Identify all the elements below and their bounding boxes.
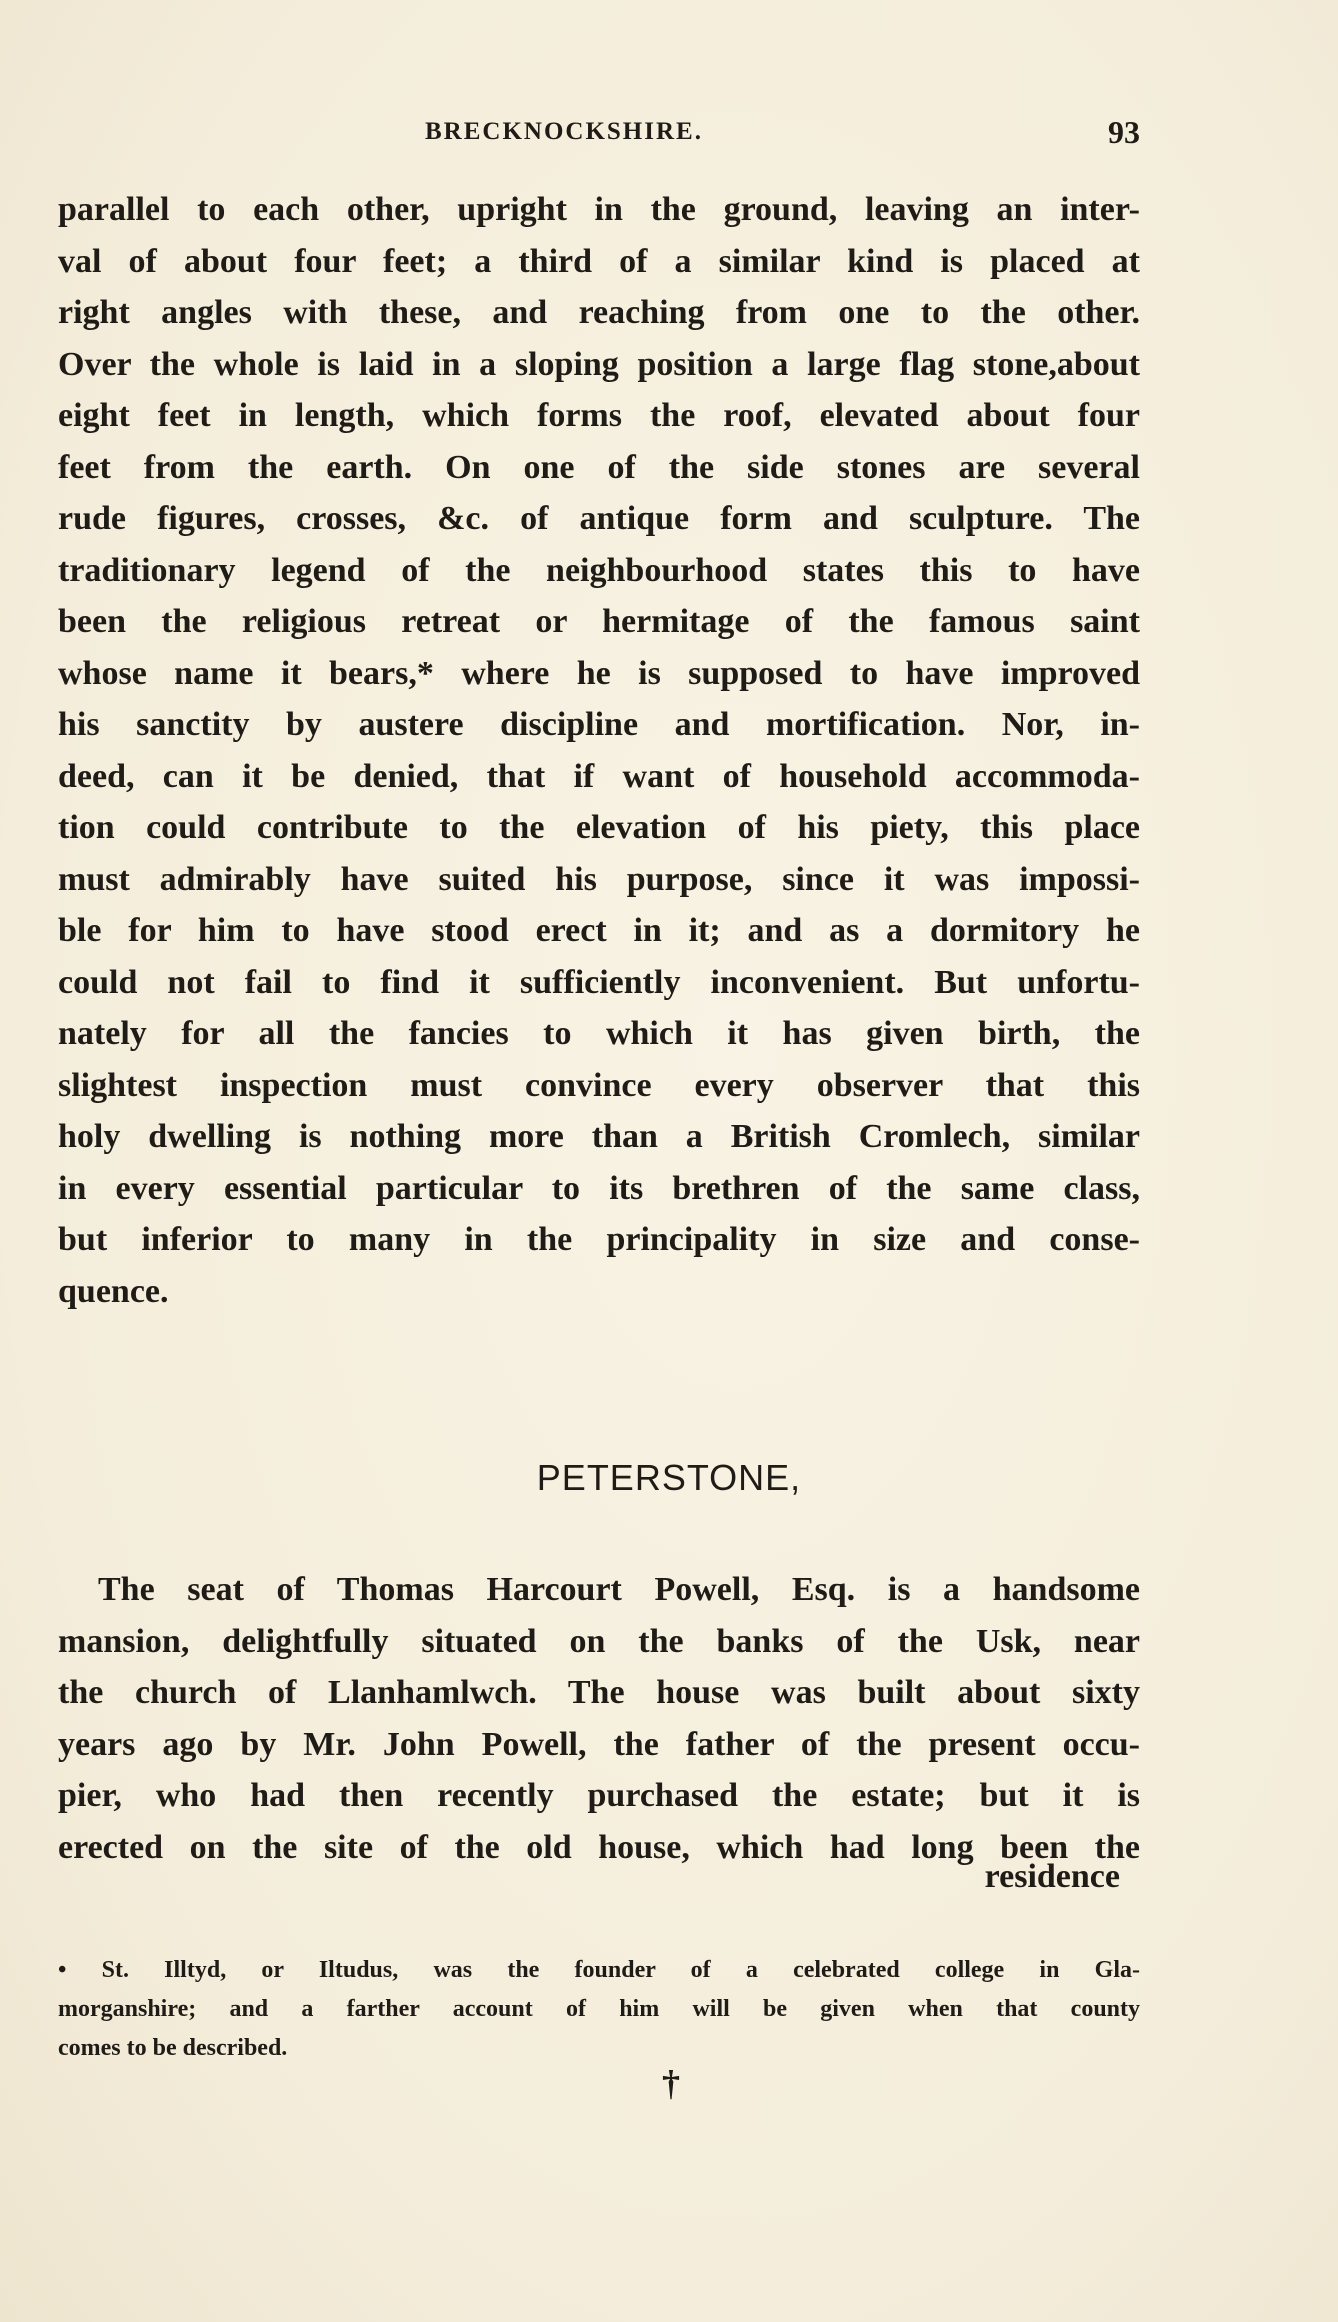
- footnote-line: • St. Illtyd, or Iltudus, was the founder of a celebrated college in Gla-: [58, 1957, 1140, 1983]
- text-line: been the religious retreat or hermitage of the famous saint: [58, 603, 1140, 640]
- text-line: in every essential particular to its brethren of the same class,: [58, 1169, 1140, 1207]
- page-number: 93: [1108, 114, 1140, 150]
- text-line: Over the whole is laid in a sloping position a large flag stone,about: [58, 345, 1140, 383]
- text-line: but inferior to many in the principality in size and conse-: [58, 1221, 1140, 1258]
- text-line: feet from the earth. On one of the side stones are several: [58, 448, 1140, 486]
- text-line: whose name it bears,* where he is supposed to have improved: [58, 654, 1140, 692]
- text-line: must admirably have suited his purpose, since it was impossi-: [58, 860, 1140, 898]
- text-line: years ago by Mr. John Powell, the father of the present occu-: [58, 1725, 1140, 1763]
- catchword: residence: [984, 1858, 1120, 1895]
- text-line: right angles with these, and reaching from one to the other.: [58, 294, 1140, 331]
- text-line: eight feet in length, which forms the roof, elevated about four: [58, 397, 1140, 434]
- text-line: nately for all the fancies to which it has given birth, the: [58, 1015, 1140, 1052]
- section-heading: PETERSTONE,: [536, 1457, 802, 1498]
- text-line: ble for him to have stood erect in it; and as a dormitory he: [58, 912, 1140, 949]
- paragraph-cromlech: [58, 184, 1140, 1317]
- text-line: slightest inspection must convince every observer that this: [58, 1066, 1140, 1104]
- running-title: BRECKNOCKSHIRE.: [425, 118, 703, 145]
- footnote: [58, 1951, 1140, 2068]
- text-line: parallel to each other, upright in the ground, leaving an inter-: [58, 191, 1140, 228]
- text-line: rude figures, crosses, &c. of antique form and sculpture. The: [58, 500, 1140, 537]
- running-head: [0, 114, 1338, 158]
- text-line: The seat of Thomas Harcourt Powell, Esq. is a handsome: [98, 1571, 1140, 1608]
- text-line: could not fail to find it sufficiently inconvenient. But unfortu-: [58, 963, 1140, 1001]
- text-line: deed, can it be denied, that if want of household accommoda-: [58, 757, 1140, 795]
- text-line: erected on the site of the old house, which had long been the: [58, 1828, 1140, 1866]
- text-line: the church of Llanhamlwch. The house was built about sixty: [58, 1674, 1140, 1711]
- text-line: mansion, delightfully situated on the banks of the Usk, near: [58, 1622, 1140, 1660]
- footnote-line: morganshire; and a farther account of him will be given when that county: [58, 1996, 1140, 2022]
- paragraph-peterstone: [58, 1564, 1140, 1873]
- text-line: quence.: [58, 1272, 169, 1310]
- text-line: val of about four feet; a third of a similar kind is placed at: [58, 242, 1140, 280]
- text-line: traditionary legend of the neighbourhood states this to have: [58, 551, 1140, 589]
- text-line: his sanctity by austere discipline and mortification. Nor, in-: [58, 706, 1140, 743]
- text-line: tion could contribute to the elevation of his piety, this place: [58, 809, 1140, 846]
- footnote-line: comes to be described.: [58, 2035, 288, 2061]
- signature-mark: †: [662, 2063, 680, 2103]
- text-line: holy dwelling is nothing more than a British Cromlech, similar: [58, 1118, 1140, 1155]
- text-line: pier, who had then recently purchased the estate; but it is: [58, 1777, 1140, 1814]
